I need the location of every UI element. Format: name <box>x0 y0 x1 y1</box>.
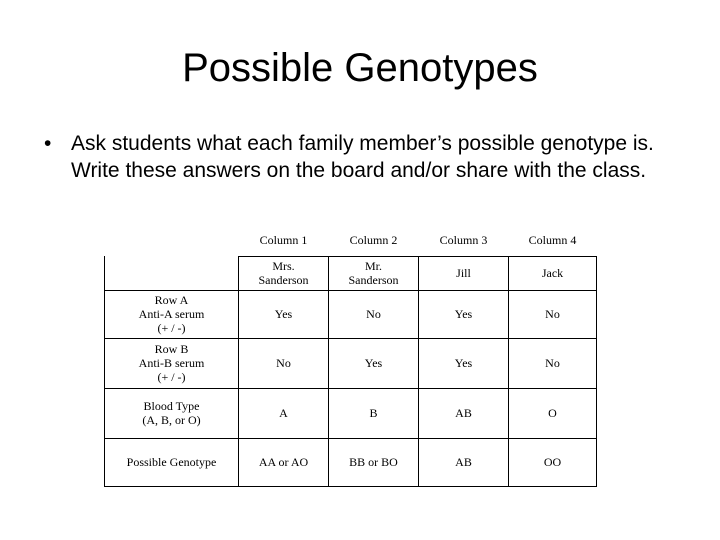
family-member-name: Mr. Sanderson <box>348 259 399 287</box>
row-label <box>105 388 239 438</box>
family-member-name: Mrs. Sanderson <box>258 259 309 287</box>
table-cell: A <box>239 388 329 438</box>
row-label <box>105 338 239 388</box>
table-cell: Yes <box>419 290 509 338</box>
family-member-cell <box>239 256 329 290</box>
table-row <box>105 438 597 486</box>
table-corner-cell <box>105 256 239 290</box>
family-member-cell <box>329 256 419 290</box>
family-member-name: Jill <box>456 266 471 280</box>
table-cell: No <box>239 338 329 388</box>
genotype-table <box>104 224 597 487</box>
row-label <box>105 290 239 338</box>
table-row <box>105 388 597 438</box>
table-cell: OO <box>509 438 597 486</box>
bullet-point <box>44 130 684 184</box>
row-label-text: Row A Anti-A serum (+ / -) <box>138 293 205 335</box>
row-label-text: Possible Genotype <box>126 455 217 469</box>
table-cell: Yes <box>239 290 329 338</box>
table-row <box>105 290 597 338</box>
table-corner-spacer <box>105 224 239 256</box>
table-cell: Yes <box>329 338 419 388</box>
family-member-cell <box>419 256 509 290</box>
table-cell: No <box>509 290 597 338</box>
header-cell: Column 1 <box>259 232 308 247</box>
slide-title: Possible Genotypes <box>182 46 538 90</box>
row-label-text: Blood Type (A, B, or O) <box>142 399 201 427</box>
header-cell: Column 2 <box>349 232 398 247</box>
table-cell: O <box>509 388 597 438</box>
table-cell: B <box>329 388 419 438</box>
bullet-text: Ask students what each family member’s possible genotype is. Write these answers on the board and/or share with the class. <box>71 132 654 182</box>
table-cell: Yes <box>419 338 509 388</box>
family-member-cell <box>509 256 597 290</box>
table-cell: No <box>509 338 597 388</box>
family-member-name: Jack <box>541 266 564 280</box>
table-cell: AA or AO <box>239 438 329 486</box>
row-label <box>105 438 239 486</box>
bullet-icon: • <box>44 132 52 155</box>
header-cell: Column 4 <box>528 232 577 247</box>
table-cell: AB <box>419 438 509 486</box>
header-cell: Column 3 <box>439 232 488 247</box>
table-cell: No <box>329 290 419 338</box>
table-cell: AB <box>419 388 509 438</box>
table-cell: BB or BO <box>329 438 419 486</box>
row-label-text: Row B Anti-B serum (+ / -) <box>138 342 205 384</box>
table-row <box>105 338 597 388</box>
